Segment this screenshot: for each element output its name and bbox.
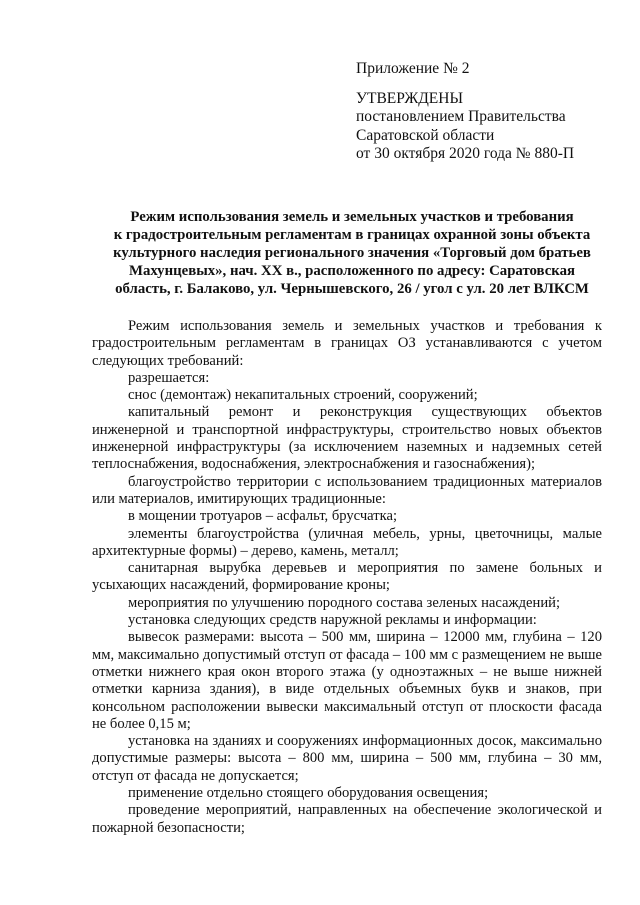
body-paragraph: санитарная вырубка деревьев и мероприятия по замене больных и усыхающих насаждений, формирование кроны; — [92, 560, 602, 594]
body-paragraph: благоустройство территории с использованием традиционных материалов или материалов, имитирующих традиционные: — [92, 473, 602, 507]
title-line: область, г. Балаково, ул. Чернышевского, 26 / угол с ул. 20 лет ВЛКСМ — [115, 281, 589, 297]
body-paragraph: в мощении тротуаров – асфальт, брусчатка; — [128, 508, 398, 525]
body-paragraph: элементы благоустройства (уличная мебель, урны, цветочницы, малые архитектурные формы) – дерево, камень, металл; — [92, 525, 602, 559]
body-paragraph: установка на зданиях и сооружениях информационных досок, максимально допустимые размеры: высота – 800 мм, ширина – 500 мм, глубина – 30 мм, отступ от фасада не допускается; — [92, 733, 602, 784]
decree-line-1: постановлением Правительства — [356, 108, 566, 125]
approval-block — [356, 60, 626, 164]
title-line: Махунцевых», нач. XX в., расположенного по адресу: Саратовская — [128, 263, 575, 279]
document-title — [92, 208, 612, 298]
appendix-number: Приложение № 2 — [356, 60, 470, 77]
body-paragraph: вывесок размерами: высота – 500 мм, ширина – 12000 мм, глубина – 120 мм, максимально допустимый отступ от фасада – 100 мм с размещением не выше отметки нижнего края окон второго этажа (у одноэтажных – не выше нижней отметки карниза здания), в виде отдельных объемных букв и знаков, при консольном расположении вывески максимальный отступ от плоскости фасада не более 0,15 м; — [92, 629, 602, 732]
title-line: культурного наследия регионального значения «Торговый дом братьев — [113, 245, 591, 261]
body-paragraph: капитальный ремонт и реконструкция существующих объектов инженерной и транспортной инфраструктуры, строительство новых объектов инженерной инфраструктуры (за исключением наземных и надземных сетей теплоснабжения, водоснабжения, электроснабжения и газоснабжения); — [92, 404, 602, 473]
approved-label: УТВЕРЖДЕНЫ — [356, 89, 463, 107]
body-paragraph: снос (демонтаж) некапитальных строений, сооружений; — [128, 387, 478, 404]
decree-line-3: от 30 октября 2020 года № 880-П — [356, 145, 575, 162]
body-paragraph: мероприятия по улучшению породного состава зеленых насаждений; — [128, 594, 561, 611]
body-paragraph: Режим использования земель и земельных участков и требования к градостроительным регламентам в границах ОЗ устанавливаются с учетом следующих требований: — [92, 318, 602, 369]
body-paragraph: применение отдельно стоящего оборудования освещения; — [128, 785, 489, 802]
document-body — [92, 318, 602, 837]
body-paragraph: проведение мероприятий, направленных на обеспечение экологической и пожарной безопасности; — [92, 802, 602, 836]
body-paragraph: разрешается: — [128, 369, 210, 386]
title-line: Режим использования земель и земельных участков и требования — [130, 209, 574, 225]
decree-line-2: Саратовской области — [356, 126, 495, 144]
title-line: к градостроительным регламентам в границах охранной зоны объекта — [113, 227, 591, 243]
body-paragraph: установка следующих средств наружной рекламы и информации: — [128, 612, 537, 629]
